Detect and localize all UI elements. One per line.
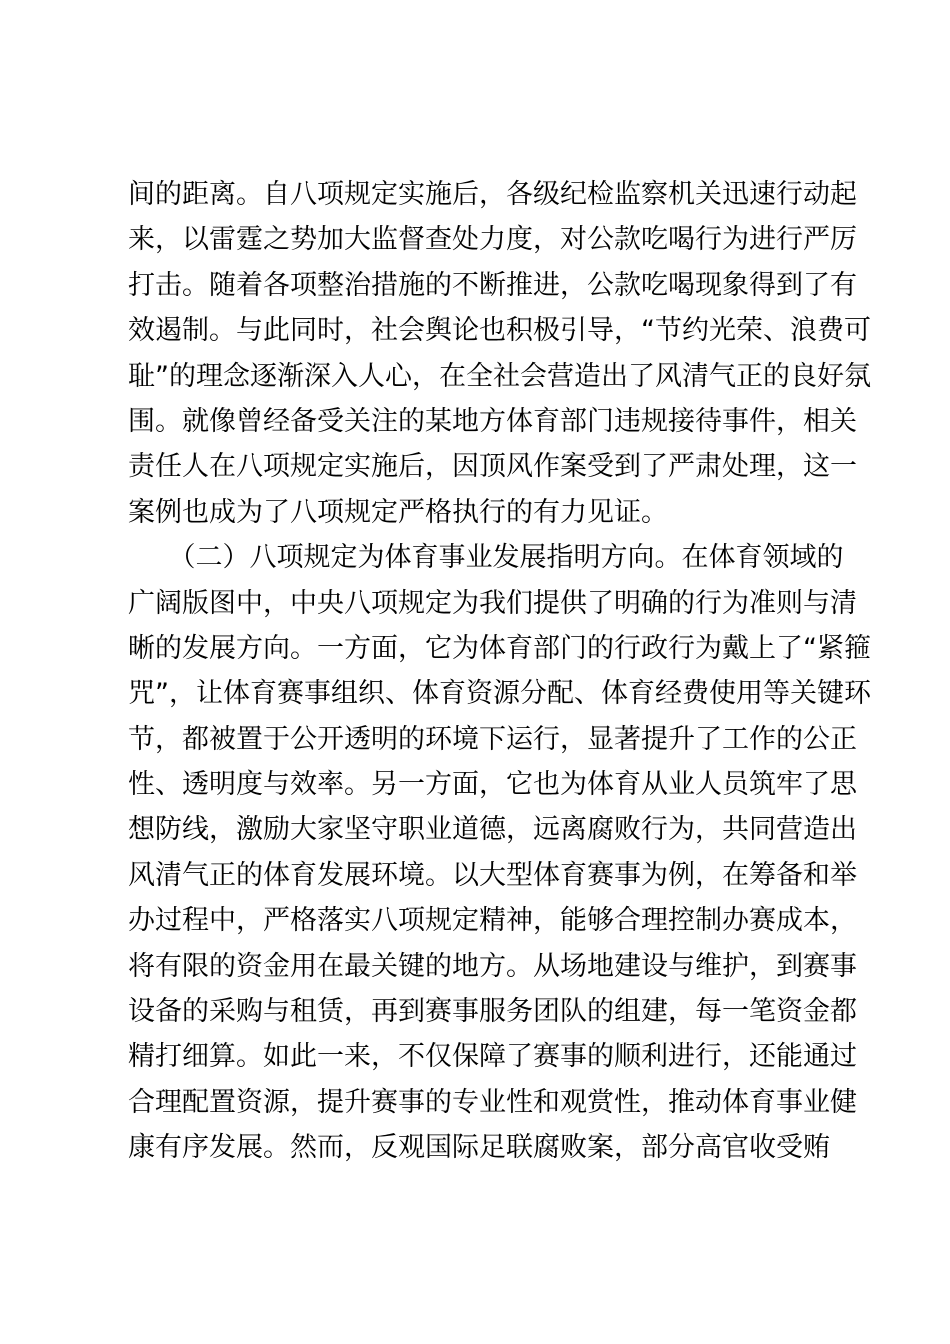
text-line: 想防线，激励大家坚守职业道德，远离腐败行为，共同营造出 <box>128 814 857 846</box>
text-line: 案例也成为了八项规定严格执行的有力见证。 <box>128 496 668 528</box>
text-line: 耻”的理念逐渐深入人心，在全社会营造出了风清气正的良好氛 <box>128 360 871 392</box>
text-line: 精打细算。如此一来，不仅保障了赛事的顺利进行，还能通过 <box>128 1041 857 1073</box>
text-line: 节，都被置于公开透明的环境下运行，显著提升了工作的公正 <box>128 723 857 755</box>
text-line: 咒”，让体育赛事组织、体育资源分配、体育经费使用等关键环 <box>128 678 871 710</box>
text-line: 间的距离。自八项规定实施后，各级纪检监察机关迅速行动起 <box>128 179 857 210</box>
text-line: 办过程中，严格落实八项规定精神，能够合理控制办赛成本， <box>128 905 857 937</box>
text-line: 晰的发展方向。一方面，它为体育部门的行政行为戴上了“紧箍 <box>128 632 871 664</box>
text-line: 合理配置资源，提升赛事的专业性和观赏性，推动体育事业健 <box>128 1086 857 1118</box>
text-line: 责任人在八项规定实施后，因顶风作案受到了严肃处理，这一 <box>128 451 857 483</box>
text-line: 风清气正的体育发展环境。以大型体育赛事为例，在筹备和举 <box>128 859 857 891</box>
text-line: 围。就像曾经备受关注的某地方体育部门违规接待事件，相关 <box>128 405 857 437</box>
text-line: 性、透明度与效率。另一方面，它也为体育从业人员筑牢了思 <box>128 769 857 801</box>
text-line: 康有序发展。然而，反观国际足联腐败案，部分高官收受贿 <box>128 1132 830 1164</box>
text-line: 广阔版图中，中央八项规定为我们提供了明确的行为准则与清 <box>128 587 857 619</box>
text-line: 设备的采购与租赁，再到赛事服务团队的组建，每一笔资金都 <box>128 996 857 1028</box>
text-line: 来，以雷霆之势加大监督查处力度，对公款吃喝行为进行严厉 <box>128 224 857 256</box>
section-heading-line: （二）八项规定为体育事业发展指明方向。在体育领域的 <box>128 542 844 574</box>
text-line: 打击。随着各项整治措施的不断推进，公款吃喝现象得到了有 <box>128 269 857 301</box>
text-line: 将有限的资金用在最关键的地方。从场地建设与维护，到赛事 <box>128 950 857 982</box>
body-text <box>128 172 871 1171</box>
text-line: 效遏制。与此同时，社会舆论也积极引导，“节约光荣、浪费可 <box>128 315 871 347</box>
